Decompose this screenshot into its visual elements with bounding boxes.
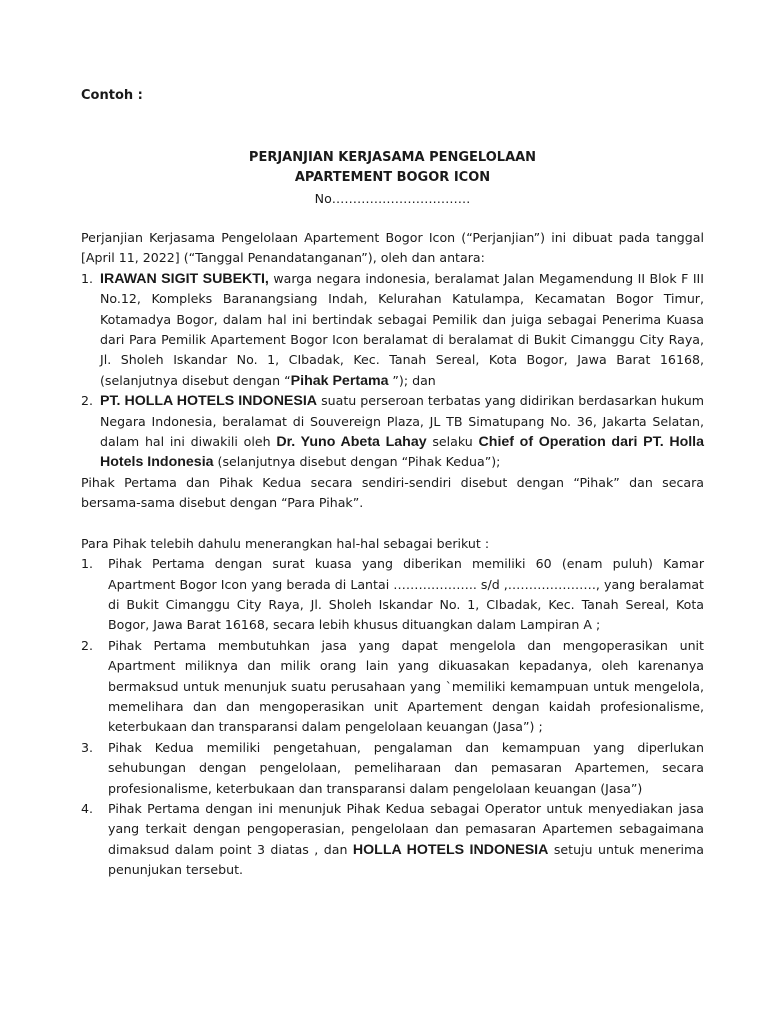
recital-item-1 [81, 554, 704, 636]
party-item-1 [81, 269, 704, 391]
recital-text: Pihak Pertama dengan surat kuasa yang diberikan memiliki 60 (enam puluh) Kamar Apartment Bogor Icon yang berada di Lantai ……………….. s/d ,…………………, yang beralamat di Bukit Cimanggu City Raya, Jl. Sholeh Iskandar No. 1, CIbadak, Kec. Tanah Sereal, Kota Bogor, Jawa Barat 16168, secara lebih khusus dituangkan dalam Lampiran A ; [108, 556, 704, 633]
agreement-title-line-2: APARTEMENT BOGOR ICON [294, 170, 491, 185]
recitals-list [81, 554, 704, 881]
party-number: 2. [81, 393, 94, 409]
recital-text: Pihak Kedua memiliki pengetahuan, pengalaman dan kemampuan yang diperlukan sehubungan dengan pengelolaan, pemeliharaan dan pemasaran Apartemen, secara profesionalisme, keterbukaan dan transparansi dalam pengelolaan keuangan (Jasa”) [108, 739, 704, 796]
party-description: suatu perseroan terbatas yang didirikan berdasarkan hukum Negara Indonesia, beralamat di Souvereign Plaza, JL TB Simatupang No. 36, Jakarta Selatan, dalam hal ini diwakili oleh [100, 393, 704, 450]
agreement-title-block [81, 148, 704, 210]
example-heading: Contoh : [81, 88, 143, 103]
parties-summary: Pihak Pertama dan Pihak Kedua secara sendiri-sendiri disebut dengan “Pihak” dan secara bersama-sama disebut dengan “Para Pihak”. [81, 474, 704, 511]
recital-company-name: HOLLA HOTELS INDONESIA [352, 841, 549, 858]
party-description-mid: selaku [426, 434, 479, 450]
paragraph-spacer [81, 514, 704, 534]
recital-item-3 [81, 738, 704, 799]
recital-number: 3. [81, 739, 94, 755]
recital-text: Pihak Pertama dengan ini menunjuk Pihak Kedua sebagai Operator untuk menyediakan jasa yang terkait dengan pengoperasian, pengelolaan dan pemasaran Apartemen sebagaimana dimaksud dalam point 3 diatas , dan [108, 800, 704, 857]
recital-number: 1. [81, 556, 94, 572]
party-description-end: ”); dan [392, 372, 436, 388]
document-page [81, 86, 704, 881]
recital-text: Pihak Pertama membutuhkan jasa yang dapat mengelola dan mengoperasikan unit Apartment miliknya dan milik orang lain yang dikuasakan kepadanya, oleh karenanya bermaksud untuk menunjuk suatu perusahaan yang `memiliki kemampuan untuk mengelola, memelihara dan dan mengoperasikan unit Apartement dengan kaidah profesionalisme, keterbukaan dan transparansi dalam pengelolaan keuangan (Jasa”) ; [108, 637, 704, 735]
agreement-title-line-1: PERJANJIAN KERJASAMA PENGELOLAAN [248, 150, 537, 165]
party-representative-role: Chief of Operation dari PT. Holla Hotels Indonesia [100, 434, 705, 471]
party-description: warga negara indonesia, beralamat Jalan Megamendung II Blok F III No.12, Kompleks Baranangsiang Indah, Kelurahan Katulampa, Kecamatan Bogor Timur, Kotamadya Bogor, dalam hal ini bertindak sebagai Pemilik dan juiga sebagai Penerima Kuasa dari Para Pemilik Apartement Bogor Icon beralamat di beralamat di Bukit Cimanggu City Raya, Jl. Sholeh Iskandar No. 1, CIbadak, Kec. Tanah Sereal, Kota Bogor, Jawa Barat 16168, (selanjutnya disebut dengan “ [100, 270, 704, 388]
parties-list [81, 269, 704, 473]
recitals-lead: Para Pihak telebih dahulu menerangkan hal-hal sebagai berikut : [81, 535, 490, 551]
party-representative: Dr. Yuno Abeta Lahay [276, 434, 427, 451]
party-name: IRAWAN SIGIT SUBEKTI, [100, 270, 269, 287]
recital-item-2 [81, 636, 704, 738]
party-name: PT. HOLLA HOTELS INDONESIA [100, 393, 318, 410]
intro-paragraph: Perjanjian Kerjasama Pengelolaan Apartement Bogor Icon (“Perjanjian”) ini dibuat pada tanggal [April 11, 2022] (“Tanggal Penandatanganan”), oleh dan antara: [81, 230, 704, 266]
agreement-number: No…………………………… [314, 191, 471, 206]
party-alias: Pihak Pertama [290, 372, 393, 389]
recital-text-end: setuju untuk menerima penunjukan tersebut. [108, 841, 705, 878]
recital-item-4 [81, 799, 704, 881]
party-number: 1. [81, 270, 94, 286]
recital-number: 4. [81, 800, 94, 816]
recital-number: 2. [81, 637, 94, 653]
party-item-2 [81, 391, 704, 473]
party-description-end: (selanjutnya disebut dengan “Pihak Kedua”); [213, 454, 501, 470]
